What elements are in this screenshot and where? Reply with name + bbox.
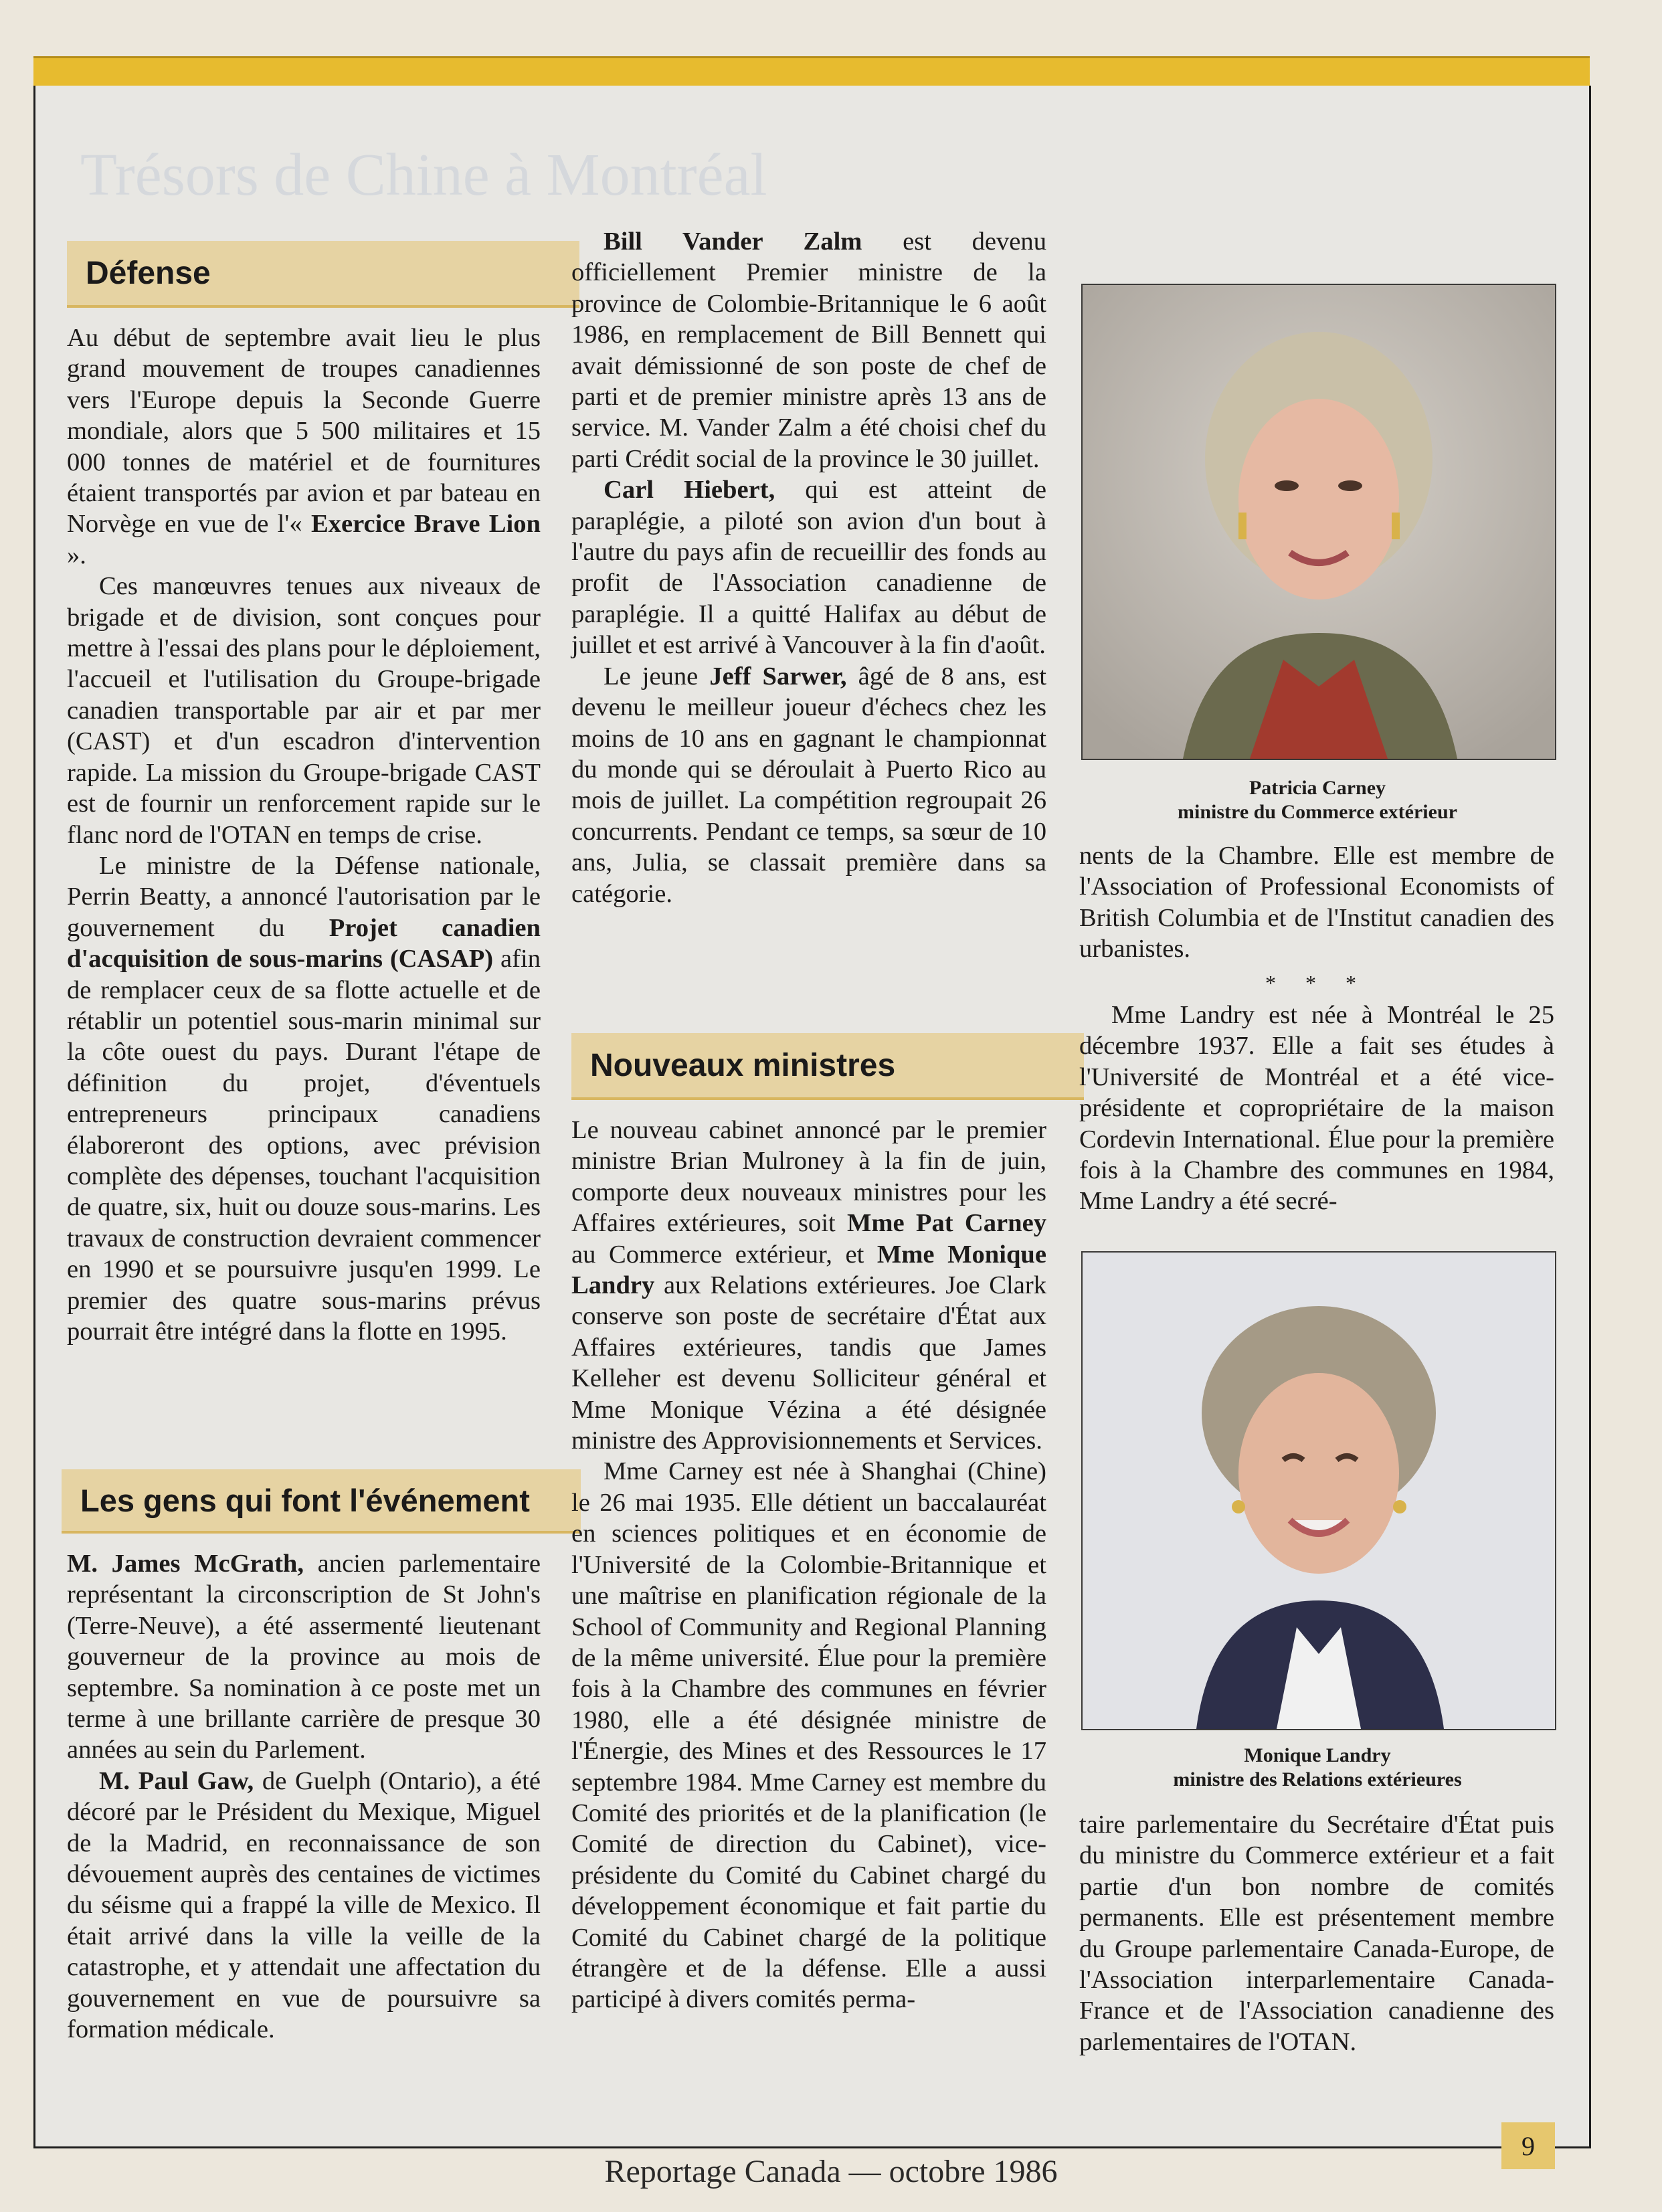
defense-body [67, 322, 541, 1347]
ministres-column-2 [571, 1115, 1046, 2015]
section-heading-gens: Les gens qui font l'événement [62, 1469, 581, 1534]
gens-column-1 [67, 1548, 541, 2045]
column-1 [67, 322, 541, 1347]
bold-text: Bill Vander Zalm [604, 227, 862, 256]
portrait-landry-image [1083, 1253, 1555, 1729]
separator-stars: * * * [1265, 970, 1368, 995]
footer-text: Reportage Canada — octobre 1986 [604, 2154, 1058, 2189]
paragraph [67, 850, 541, 1348]
caption-landry-role: ministre des Relations extérieures [1173, 1768, 1462, 1790]
text-run: Au début de septembre avait lieu le plus grand mouvement de troupes canadiennes vers l'Europe depuis la Seconde Guerre mondiale, alors que 5 500 militaires et 15 000 tonnes de matériel et de fournitures étaient transportés par avion et par bateau en Norvège en vue de l'« [67, 324, 541, 539]
text-run: ancien parlementaire représentant la circonscription de St John's (Terre-Neuve), a été assermenté lieutenant gouverneur de la province au mois de septembre. Sa nomination à ce poste met un terme à une brillante carrière de presque 30 années au sein du Parlement. [67, 1550, 541, 1764]
paragraph [571, 1456, 1046, 2015]
paragraph [67, 571, 541, 850]
bold-text: M. James McGrath, [67, 1550, 304, 1578]
text-run: Le jeune [604, 662, 710, 690]
paragraph [1079, 840, 1554, 965]
text-run: au Commerce extérieur, et [571, 1240, 877, 1269]
photo-patricia-carney [1081, 284, 1556, 760]
gens-body-1 [67, 1548, 541, 2045]
caption-carney-name: Patricia Carney [1249, 777, 1386, 799]
column-3-top [1079, 840, 1554, 1217]
text-run: Mme Carney est née à Shanghai (Chine) le 26 mai 1935. Elle détient un baccalauréat en sciences politiques et en économie de l'Université de la Colombie-Britannique et une maîtrise en planification régionale de la School of Community and Regional Planning de la même université. Élue pour la première fois à la Chambre des communes en février 1980, elle a été désignée ministre de l'Énergie, des Mines et des Ressources le 17 septembre 1984. Mme Carney est membre du Comité des priorités et de la planification (le Comité de direction du Cabinet), vice-présidente du Comité du Cabinet chargé du développement économique et fait partie du Comité du Cabinet chargé de la politique étrangère et de la défense. Elle a aussi participé à divers comités perma- [571, 1457, 1046, 2014]
paragraph [571, 1115, 1046, 1456]
portrait-carney-image [1083, 285, 1555, 759]
text-run: taire parlementaire du Secrétaire d'État puis du ministre du Commerce extérieur et a fait partie d'un bon nombre de comités permanents. Elle est présentement membre du Groupe parlementaire Canada-Europe, de l'Association interparlementaire Canada-France et de l'Association canadienne des parlementaires de l'OTAN. [1079, 1811, 1554, 2056]
paragraph [571, 474, 1046, 660]
ministres-col3-bottom [1079, 1809, 1554, 2057]
bold-text: Exercice Brave Lion [310, 510, 541, 539]
text-run: Le ministre de la Défense nationale, Perrin Beatty, a annoncé l'autorisation par le gouvernement du [67, 851, 541, 942]
text-run: âgé de 8 ans, est devenu le meilleur joueur d'échecs chez les moins de 10 ans en gagnant le championnat du monde qui se déroulait à Puerto Rico au mois de juillet. La compétition regroupait 26 concurrents. Pendant ce temps, sa sœur de 10 ans, Julia, se classait première dans sa catégorie. [571, 662, 1046, 908]
paragraph [1079, 1000, 1554, 1217]
text-run: ». [67, 541, 86, 569]
text-run: de Guelph (Ontario), a été décoré par le Président du Mexique, Miguel de la Madrid, en reconnaissance de son dévouement auprès des centaines de victimes du séisme qui a frappé la ville de Mexico. Il était arrivé dans la ville la veille de la catastrophe, et y attendait une affectation du gouvernement en vue de poursuivre sa formation médicale. [67, 1766, 541, 2044]
section-heading-ministres: Nouveaux ministres [571, 1033, 1084, 1100]
photo-monique-landry [1081, 1251, 1556, 1730]
text-run: nents de la Chambre. Elle est membre de l'Association of Professional Economists of British Columbia et de l'Institut canadien des urbanistes. [1079, 842, 1554, 963]
text-run: est devenu officiellement Premier ministre de la province de Colombie-Britannique le 6 août 1986, en remplacement de Bill Bennett qui avait démissionné de son poste de chef de parti et de premier ministre après 13 ans de service. M. Vander Zalm a été choisi chef du parti Crédit social de la province le 30 juillet. [571, 227, 1046, 473]
paragraph [67, 322, 541, 571]
column-3-bottom [1079, 1809, 1554, 2057]
caption-landry [1081, 1744, 1554, 1792]
caption-carney [1081, 776, 1554, 824]
gens-body-2 [571, 226, 1046, 909]
ghost-title: Trésors de Chine à Montréal [80, 142, 767, 208]
bold-text: Mme Monique Landry [571, 1240, 1046, 1300]
caption-landry-name: Monique Landry [1244, 1744, 1391, 1766]
text-run: Mme Landry est née à Montréal le 25 décembre 1937. Elle a fait ses études à l'Université de Montréal et a été vice-présidente et copropriétaire de la maison Cordevin International. Élue pour la première fois à la Chambre des communes en 1984, Mme Landry a été secré- [1079, 1001, 1554, 1216]
text-run: Le nouveau cabinet annoncé par le premier ministre Brian Mulroney à la fin de juin, comporte deux nouveaux ministres pour les Affaires extérieures, soit [571, 1116, 1046, 1238]
paragraph [67, 1548, 541, 1766]
ministres-body [571, 1115, 1046, 2015]
text-run: afin de remplacer ceux de sa flotte actuelle et de rétablir un potentiel sous-marin minimal sur la côte ouest du pays. Durant l'étape de définition du projet, d'éventuels entrepreneurs principaux canadiens élaboreront des options, avec prévision complète des dépenses, touchant l'acquisition de quatre, six, huit ou douze sous-marins. Les travaux de construction devraient commencer en 1990 et se poursuivre jusqu'en 1999. Le premier des quatre sous-marins prévus pourrait être intégré dans la flotte en 1995. [67, 945, 541, 1346]
section-heading-defense: Défense [67, 241, 579, 308]
caption-carney-role: ministre du Commerce extérieur [1178, 801, 1457, 823]
bold-text: Jeff Sarwer, [709, 662, 847, 690]
page-number: 9 [1501, 2122, 1555, 2169]
text-run: aux Relations extérieures. Joe Clark conserve son poste de secrétaire d'État aux Affaires extérieures, tandis que James Kelleher est devenu Solliciteur général et Mme Monique Vézina a été désignée ministre des Approvisionnements et Services. [571, 1271, 1046, 1455]
paragraph [1079, 1809, 1554, 2057]
footer-rule [33, 2146, 1563, 2148]
text-run: Ces manœuvres tenues aux niveaux de brigade et de division, sont conçues pour mettre à l'essai des plans pour le déploiement, l'accueil et l'utilisation du Groupe-brigade canadien transportable par air et par mer (CAST) et d'un escadron d'intervention rapide. La mission du Groupe-brigade CAST est de fournir un renforcement rapide sur le flanc nord de l'OTAN en temps de crise. [67, 572, 541, 849]
text-run: qui est atteint de paraplégie, a piloté son avion d'un bout à l'autre du pays afin de recueillir des fonds au profit de l'Association canadienne de paraplégie. Il a quitté Halifax au début de juillet et est arrivé à Vancouver à la fin d'août. [571, 476, 1046, 660]
ministres-col3-top [1079, 840, 1554, 965]
paragraph [67, 1766, 541, 2045]
bold-text: Mme Pat Carney [847, 1209, 1046, 1238]
bold-text: M. Paul Gaw, [99, 1766, 254, 1795]
paragraph [571, 661, 1046, 909]
bold-text: Projet canadien d'acquisition de sous-marins (CASAP) [67, 913, 541, 974]
top-accent-bar [33, 56, 1590, 88]
ministres-col3-mid [1079, 1000, 1554, 1217]
bold-text: Carl Hiebert, [604, 476, 775, 504]
column-2-top [571, 226, 1046, 909]
paragraph [571, 226, 1046, 474]
